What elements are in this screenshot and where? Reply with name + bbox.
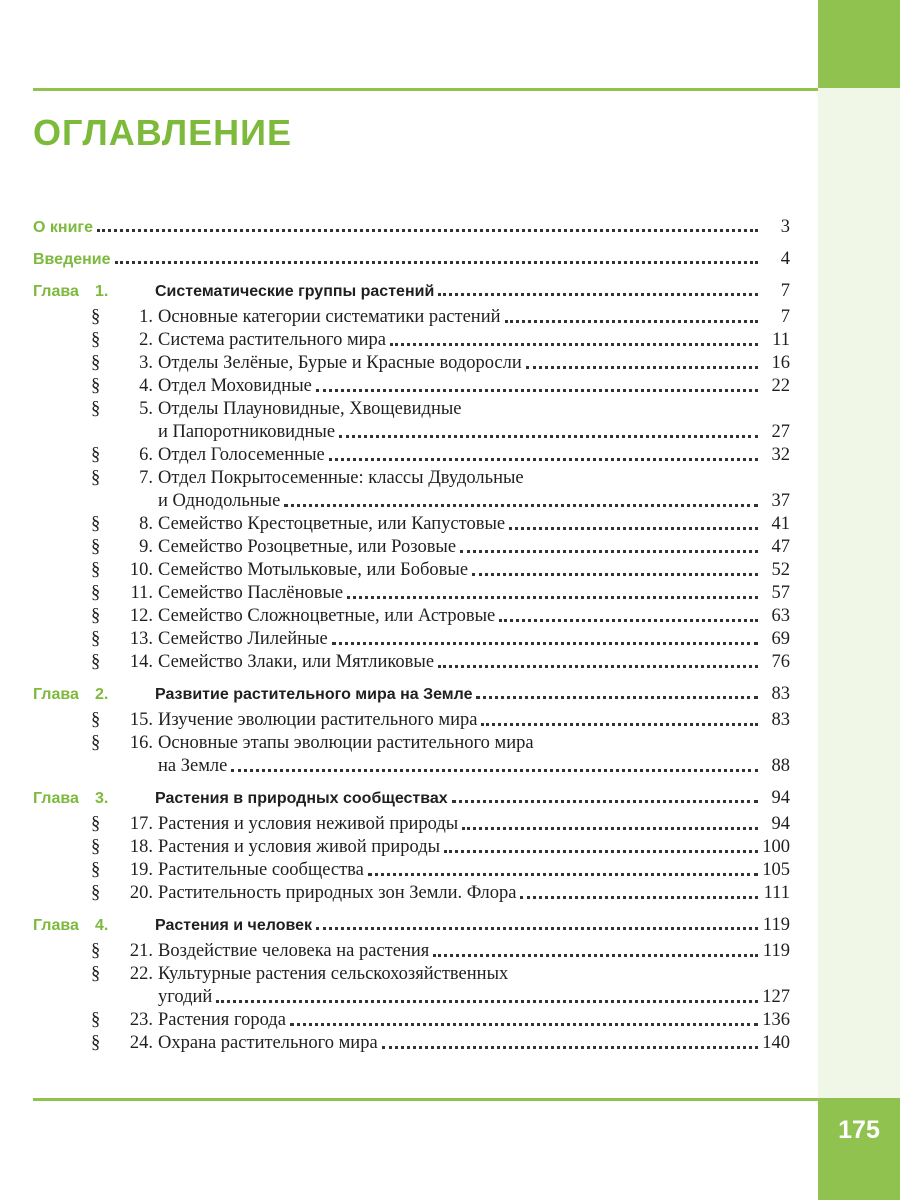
section-symbol: § [91, 964, 101, 984]
section-symbol: § [91, 606, 101, 626]
section-title: Культурные растения сельскохозяйственных [158, 964, 509, 984]
section-entry[interactable] [33, 1009, 790, 1032]
section-entry[interactable] [33, 559, 790, 582]
toc-page-number: 83 [771, 710, 790, 730]
chapter-number: 4. [95, 917, 109, 934]
toc-page-number: 94 [771, 814, 790, 834]
toc-entry-line [33, 246, 790, 272]
section-line [33, 859, 790, 882]
chapter-spacer [33, 905, 790, 910]
section-entry[interactable] [33, 963, 790, 1009]
dot-leader [347, 595, 758, 599]
section-line [33, 306, 790, 329]
section-line [33, 732, 790, 755]
section-title: Отделы Зелёные, Бурые и Красные водоросли [158, 353, 522, 373]
section-title: Растительность природных зон Земли. Флора [158, 883, 517, 903]
section-title: на Земле [158, 756, 228, 776]
section-entry[interactable] [33, 813, 790, 836]
section-number: 14. [129, 652, 153, 672]
toc-page-number: 119 [762, 941, 790, 961]
dot-leader [438, 292, 758, 296]
section-line [33, 444, 790, 467]
section-entry[interactable] [33, 467, 790, 513]
section-number: 21. [129, 941, 153, 961]
section-line [33, 605, 790, 628]
dot-leader [97, 228, 758, 232]
toc-page-number: 11 [772, 330, 790, 350]
section-entry[interactable] [33, 1032, 790, 1055]
section-symbol: § [91, 710, 101, 730]
chapter-number: 2. [95, 686, 109, 703]
section-line [33, 513, 790, 536]
chapter-title: Растения и человек [155, 917, 312, 934]
chapter-label: Глава [33, 790, 79, 807]
toc-page-number: 4 [780, 249, 790, 269]
dot-leader [472, 572, 758, 576]
toc-page-number: 83 [771, 684, 790, 704]
section-entry[interactable] [33, 444, 790, 467]
section-line [33, 352, 790, 375]
toc-page-number: 7 [780, 307, 790, 327]
section-number: 17. [129, 814, 153, 834]
section-number: 7. [139, 468, 153, 488]
section-number: 2. [139, 330, 153, 350]
section-line [33, 536, 790, 559]
section-number: 9. [139, 537, 153, 557]
section-symbol: § [91, 941, 101, 961]
section-number: 18. [129, 837, 153, 857]
dot-leader [231, 768, 758, 772]
dot-leader [452, 799, 758, 803]
section-symbol: § [91, 883, 101, 903]
dot-leader [316, 926, 758, 930]
chapter-line [33, 785, 790, 811]
dot-leader [216, 999, 758, 1003]
section-number: 1. [139, 307, 153, 327]
dot-leader [505, 319, 758, 323]
section-title: Семейство Сложноцветные, или Астровые [158, 606, 496, 626]
toc-page-number: 47 [771, 537, 790, 557]
toc-entry-title: О книге [33, 219, 93, 236]
section-symbol: § [91, 330, 101, 350]
section-symbol: § [91, 837, 101, 857]
toc-page-number: 100 [762, 837, 790, 857]
toc-page-number: 127 [762, 987, 790, 1007]
section-symbol: § [91, 376, 101, 396]
section-number: 11. [130, 583, 153, 603]
section-line [33, 582, 790, 605]
section-title: Растения и условия живой природы [158, 837, 441, 857]
section-entry[interactable] [33, 306, 790, 329]
section-entry[interactable] [33, 836, 790, 859]
section-entry[interactable] [33, 628, 790, 651]
section-symbol: § [91, 860, 101, 880]
section-number: 4. [139, 376, 153, 396]
section-number: 10. [129, 560, 153, 580]
toc-page-number: 105 [762, 860, 790, 880]
section-line [33, 1009, 790, 1032]
section-entry[interactable] [33, 605, 790, 628]
section-entry[interactable] [33, 859, 790, 882]
section-symbol: § [91, 537, 101, 557]
dot-leader [329, 457, 758, 461]
chapter-line [33, 912, 790, 938]
dot-leader [499, 618, 758, 622]
table-of-contents [33, 214, 790, 1055]
corner-tab-top [818, 0, 900, 88]
section-symbol: § [91, 814, 101, 834]
section-title: Семейство Розоцветные, или Розовые [158, 537, 457, 557]
toc-page-number: 57 [771, 583, 790, 603]
section-title: Семейство Мотыльковые, или Бобовые [158, 560, 469, 580]
chapter-title: Развитие растительного мира на Земле [155, 686, 473, 703]
section-title: и Папоротниковидные [158, 422, 336, 442]
section-title: Семейство Лилейные [158, 629, 328, 649]
dot-leader [368, 872, 758, 876]
section-number: 16. [129, 733, 153, 753]
section-line [33, 940, 790, 963]
section-number: 20. [129, 883, 153, 903]
chapter-spacer [33, 778, 790, 783]
section-number: 6. [139, 445, 153, 465]
section-line [33, 628, 790, 651]
section-title: и Однодольные [158, 491, 281, 511]
section-title: Охрана растительного мира [158, 1033, 378, 1053]
section-number: 23. [129, 1010, 153, 1030]
section-entry[interactable] [33, 940, 790, 963]
dot-leader [438, 664, 758, 668]
section-number: 3. [139, 353, 153, 373]
section-title: Растения и условия неживой природы [158, 814, 459, 834]
section-title: Отделы Плауновидные, Хвощевидные [158, 399, 462, 419]
chapter-label: Глава [33, 283, 79, 300]
section-number: 15. [129, 710, 153, 730]
section-line [33, 963, 790, 986]
section-line [33, 651, 790, 674]
section-title: Отдел Голосеменные [158, 445, 325, 465]
dot-leader [444, 849, 758, 853]
header-rule [33, 88, 818, 91]
dot-leader [481, 722, 758, 726]
section-entry[interactable] [33, 536, 790, 559]
toc-page-number: 52 [771, 560, 790, 580]
section-title: Воздействие человека на растения [158, 941, 430, 961]
section-entry[interactable] [33, 732, 790, 778]
section-symbol: § [91, 1033, 101, 1053]
section-line [33, 559, 790, 582]
section-number: 24. [129, 1033, 153, 1053]
section-line [33, 755, 790, 778]
dot-leader [339, 434, 758, 438]
dot-leader [509, 526, 758, 530]
toc-page-number: 94 [771, 788, 790, 808]
toc-page-number: 119 [762, 915, 790, 935]
section-line [33, 329, 790, 352]
dot-leader [316, 388, 758, 392]
section-number: 12. [129, 606, 153, 626]
section-entry[interactable] [33, 352, 790, 375]
section-entry[interactable] [33, 651, 790, 674]
section-line [33, 836, 790, 859]
toc-page-number: 37 [771, 491, 790, 511]
section-line [33, 709, 790, 732]
chapter-entry[interactable] [33, 912, 790, 938]
section-line [33, 986, 790, 1009]
section-title: Растительные сообщества [158, 860, 364, 880]
toc-page-number: 22 [771, 376, 790, 396]
toc-entry[interactable] [33, 214, 790, 240]
section-title: Отдел Покрытосеменные: классы Двудольные [158, 468, 524, 488]
chapter-entry[interactable] [33, 785, 790, 811]
page-margin-band [818, 0, 900, 1200]
section-symbol: § [91, 514, 101, 534]
section-number: 8. [139, 514, 153, 534]
section-line [33, 421, 790, 444]
chapter-number: 1. [95, 283, 109, 300]
toc-entry-title: Введение [33, 251, 111, 268]
section-line [33, 1032, 790, 1055]
section-symbol: § [91, 468, 101, 488]
section-title: Основные категории систематики растений [158, 307, 501, 327]
section-symbol: § [91, 399, 101, 419]
chapter-number: 3. [95, 790, 109, 807]
section-entry[interactable] [33, 329, 790, 352]
section-symbol: § [91, 733, 101, 753]
section-title: Семейство Паслёновые [158, 583, 344, 603]
toc-page-number: 3 [780, 217, 790, 237]
chapter-label: Глава [33, 917, 79, 934]
toc-page-number: 7 [780, 281, 790, 301]
section-title: Основные этапы эволюции растительного мира [158, 733, 534, 753]
dot-leader [284, 503, 758, 507]
section-line [33, 467, 790, 490]
section-entry[interactable] [33, 582, 790, 605]
section-line [33, 490, 790, 513]
dot-leader [390, 342, 758, 346]
page-number: 175 [838, 1115, 880, 1144]
dot-leader [382, 1045, 758, 1049]
section-title: Семейство Крестоцветные, или Капустовые [158, 514, 506, 534]
section-symbol: § [91, 629, 101, 649]
toc-page-number: 63 [771, 606, 790, 626]
dot-leader [462, 826, 758, 830]
section-entry[interactable] [33, 398, 790, 444]
toc-page-number: 88 [771, 756, 790, 776]
section-title: Изучение эволюции растительного мира [158, 710, 478, 730]
dot-leader [290, 1022, 758, 1026]
chapter-title: Растения в природных сообществах [155, 790, 448, 807]
toc-entry-line [33, 214, 790, 240]
section-entry[interactable] [33, 513, 790, 536]
toc-page-number: 32 [771, 445, 790, 465]
footer-rule [33, 1098, 818, 1101]
chapter-title: Систематические группы растений [155, 283, 435, 300]
section-number: 19. [129, 860, 153, 880]
chapter-line [33, 278, 790, 304]
section-line [33, 882, 790, 905]
section-entry[interactable] [33, 375, 790, 398]
chapter-line [33, 681, 790, 707]
section-title: угодий [158, 987, 213, 1007]
chapter-entry[interactable] [33, 278, 790, 304]
section-title: Семейство Злаки, или Мятликовые [158, 652, 435, 672]
dot-leader [520, 895, 758, 899]
section-symbol: § [91, 1010, 101, 1030]
toc-page-number: 69 [771, 629, 790, 649]
section-entry[interactable] [33, 709, 790, 732]
dot-leader [433, 953, 758, 957]
section-number: 13. [129, 629, 153, 649]
dot-leader [115, 260, 758, 264]
toc-page-number: 27 [771, 422, 790, 442]
toc-page-number: 76 [771, 652, 790, 672]
section-title: Отдел Моховидные [158, 376, 312, 396]
section-line [33, 813, 790, 836]
toc-page-number: 16 [771, 353, 790, 373]
section-entry[interactable] [33, 882, 790, 905]
toc-entry[interactable] [33, 246, 790, 272]
toc-page-number: 140 [762, 1033, 790, 1053]
toc-page-number: 136 [762, 1010, 790, 1030]
chapter-entry[interactable] [33, 681, 790, 707]
section-symbol: § [91, 583, 101, 603]
dot-leader [476, 695, 758, 699]
section-number: 22. [129, 964, 153, 984]
section-symbol: § [91, 307, 101, 327]
section-line [33, 375, 790, 398]
chapter-spacer [33, 674, 790, 679]
chapter-label: Глава [33, 686, 79, 703]
page-title: ОГЛАВЛЕНИЕ [33, 112, 293, 153]
dot-leader [460, 549, 758, 553]
section-symbol: § [91, 560, 101, 580]
section-line [33, 398, 790, 421]
dot-leader [332, 641, 758, 645]
section-symbol: § [91, 652, 101, 672]
section-symbol: § [91, 353, 101, 373]
dot-leader [526, 365, 758, 369]
section-title: Система растительного мира [158, 330, 387, 350]
section-title: Растения города [158, 1010, 286, 1030]
section-symbol: § [91, 445, 101, 465]
section-number: 5. [139, 399, 153, 419]
toc-page-number: 41 [771, 514, 790, 534]
toc-page-number: 111 [763, 883, 790, 903]
